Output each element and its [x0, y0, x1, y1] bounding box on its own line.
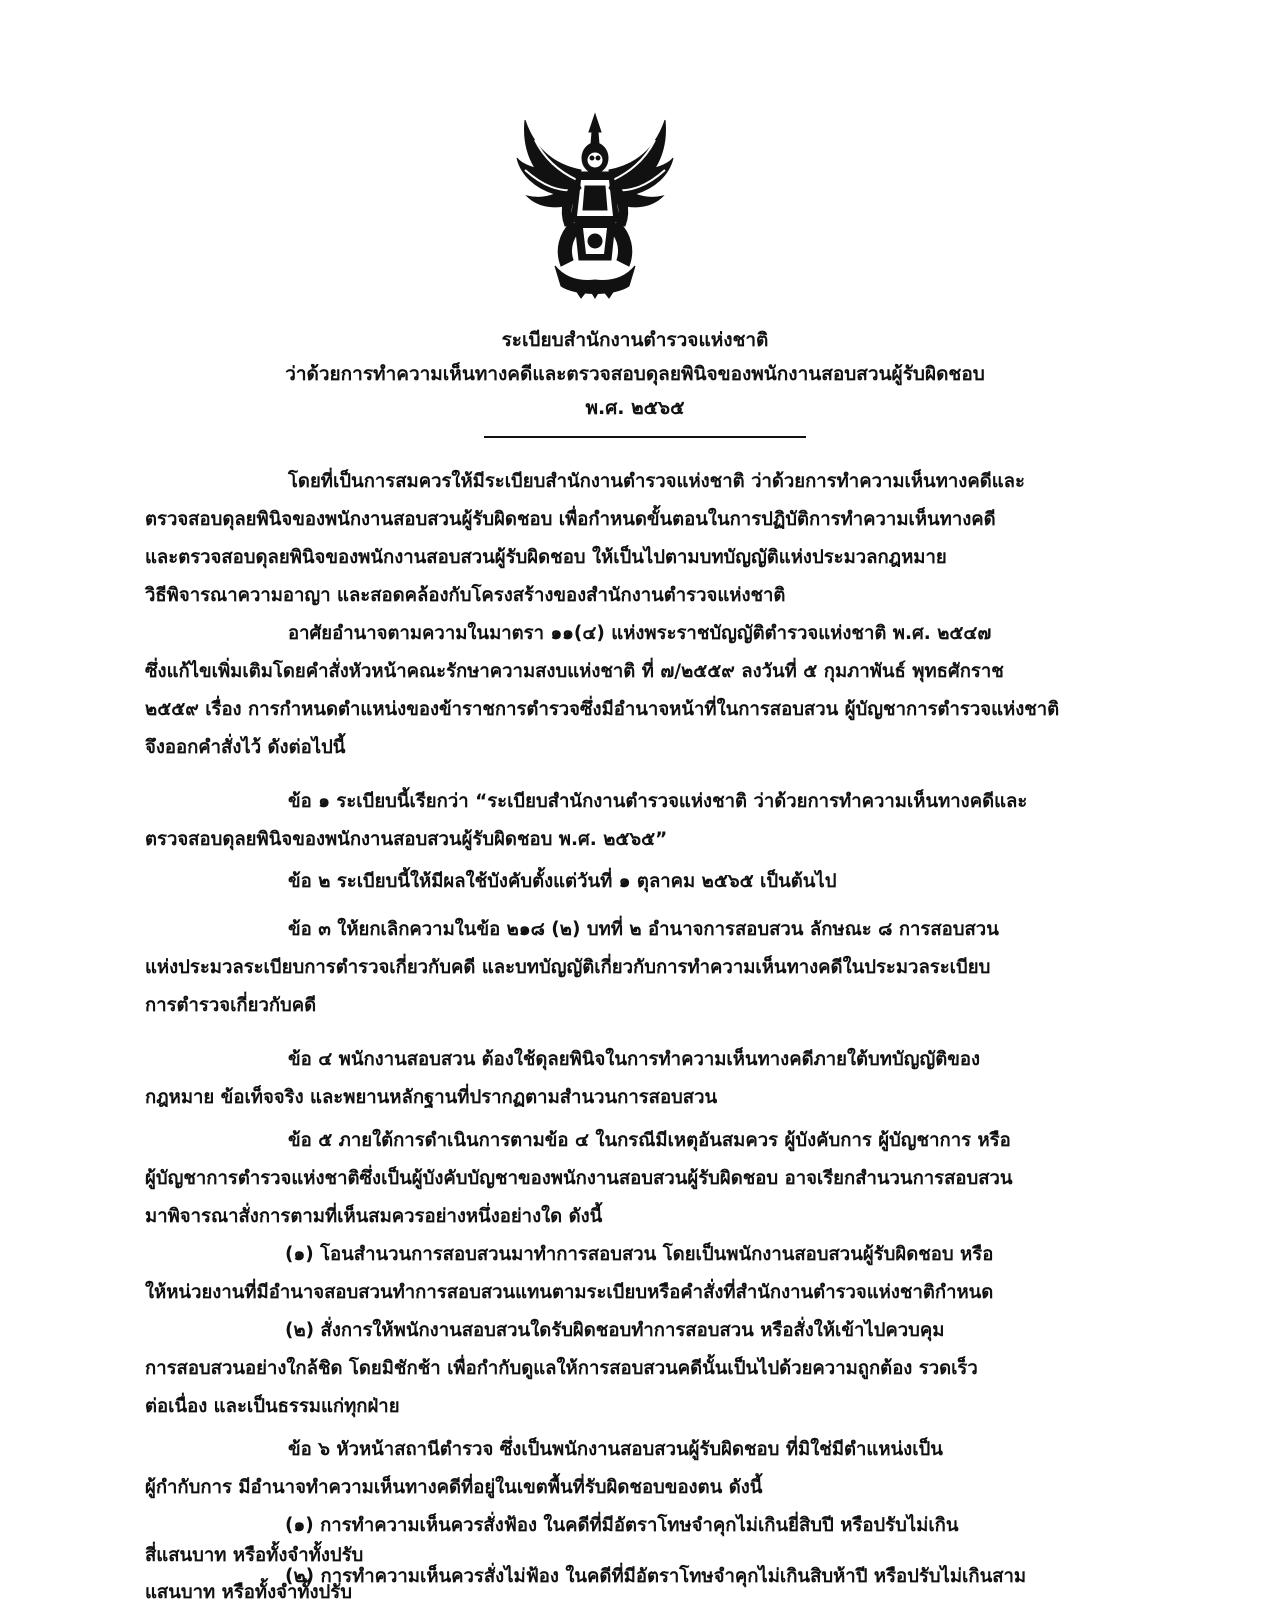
clause-5-item: ให้หน่วยงานที่มีอำนาจสอบสวนทำการสอบสวนแทนตามระเบียบหรือคำสั่งที่สำนักงานตำรวจแห่งชาติกำหนด: [145, 1282, 994, 1303]
preamble-line: ๒๕๕๙ เรื่อง การกำหนดตำแหน่งของข้าราชการตำรวจซึ่งมีอำนาจหน้าที่ในการสอบสวน ผู้บัญชาการตำรวจแห่งชาติ: [145, 699, 1060, 720]
clause-5-item: (๒) สั่งการให้พนักงานสอบสวนใดรับผิดชอบทำการสอบสวน หรือสั่งให้เข้าไปควบคุม: [285, 1320, 945, 1341]
clause-5-line: ผู้บัญชาการตำรวจแห่งชาติซึ่งเป็นผู้บังคับบัญชาของพนักงานสอบสวนผู้รับผิดชอบ อาจเรียกสำนวนการสอบสวน: [145, 1168, 1013, 1189]
preamble-line: โดยที่เป็นการสมควรให้มีระเบียบสำนักงานตำรวจแห่งชาติ ว่าด้วยการทำความเห็นทางคดีและ: [288, 471, 1025, 492]
clause-4-line: ข้อ ๔ พนักงานสอบสวน ต้องใช้ดุลยพินิจในการทำความเห็นทางคดีภายใต้บทบัญญัติของ: [288, 1049, 981, 1070]
clause-5-item: (๑) โอนสำนวนการสอบสวนมาทำการสอบสวน โดยเป็นพนักงานสอบสวนผู้รับผิดชอบ หรือ: [285, 1244, 994, 1265]
clause-5-line: มาพิจารณาสั่งการตามที่เห็นสมควรอย่างหนึ่งอย่างใด ดังนี้: [145, 1206, 603, 1227]
clause-5-item: การสอบสวนอย่างใกล้ชิด โดยมิชักช้า เพื่อกำกับดูแลให้การสอบสวนคดีนั้นเป็นไปด้วยความถูกต้อง รวดเร็ว: [145, 1358, 978, 1379]
clause-6-item: (๒) การทำความเห็นควรสั่งไม่ฟ้อง ในคดีที่มีอัตราโทษจำคุกไม่เกินสิบห้าปี หรือปรับไม่เกินสาม: [285, 1566, 1027, 1587]
clause-3-line: การตำรวจเกี่ยวกับคดี: [145, 995, 317, 1016]
clause-6-item: สี่แสนบาท หรือทั้งจำทั้งปรับ: [145, 1545, 364, 1566]
preamble-line: วิธีพิจารณาความอาญา และสอดคล้องกับโครงสร้างของสำนักงานตำรวจแห่งชาติ: [145, 585, 786, 606]
document-title: ระเบียบสำนักงานตำรวจแห่งชาติ: [501, 329, 769, 351]
clause-1-line: ตรวจสอบดุลยพินิจของพนักงานสอบสวนผู้รับผิดชอบ พ.ศ. ๒๕๖๕”: [145, 829, 668, 850]
preamble-line: จึงออกคำสั่งไว้ ดังต่อไปนี้: [145, 737, 346, 758]
clause-6-line: ผู้กำกับการ มีอำนาจทำความเห็นทางคดีที่อยู่ในเขตพื้นที่รับผิดชอบของตน ดังนี้: [145, 1477, 763, 1498]
clause-3-line: แห่งประมวลระเบียบการตำรวจเกี่ยวกับคดี และบทบัญญัติเกี่ยวกับการทำความเห็นทางคดีในประมวลระเบียบ: [145, 957, 991, 978]
clause-4-line: กฎหมาย ข้อเท็จจริง และพยานหลักฐานที่ปรากฏตามสำนวนการสอบสวน: [145, 1087, 718, 1108]
clause-1-line: ข้อ ๑ ระเบียบนี้เรียกว่า “ระเบียบสำนักงานตำรวจแห่งชาติ ว่าด้วยการทำความเห็นทางคดีและ: [288, 791, 1028, 812]
preamble-line: และตรวจสอบดุลยพินิจของพนักงานสอบสวนผู้รับผิดชอบ ให้เป็นไปตามบทบัญญัติแห่งประมวลกฎหมาย: [145, 547, 947, 568]
clause-2-line: ข้อ ๒ ระเบียบนี้ให้มีผลใช้บังคับตั้งแต่วันที่ ๑ ตุลาคม ๒๕๖๕ เป็นต้นไป: [288, 871, 837, 892]
clause-6-item: แสนบาท หรือทั้งจำทั้งปรับ: [145, 1582, 352, 1603]
document-subtitle: ว่าด้วยการทำความเห็นทางคดีและตรวจสอบดุลยพินิจของพนักงานสอบสวนผู้รับผิดชอบ: [285, 363, 985, 385]
garuda-emblem-icon: [515, 110, 675, 300]
clause-3-line: ข้อ ๓ ให้ยกเลิกความในข้อ ๒๑๘ (๒) บทที่ ๒ อำนาจการสอบสวน ลักษณะ ๘ การสอบสวน: [288, 919, 999, 940]
preamble-line: ตรวจสอบดุลยพินิจของพนักงานสอบสวนผู้รับผิดชอบ เพื่อกำหนดขั้นตอนในการปฏิบัติการทำความเห็นทางคดี: [145, 509, 996, 530]
clause-5-item: ต่อเนื่อง และเป็นธรรมแก่ทุกฝ่าย: [145, 1396, 400, 1417]
clause-6-line: ข้อ ๖ หัวหน้าสถานีตำรวจ ซึ่งเป็นพนักงานสอบสวนผู้รับผิดชอบ ที่มิใช่มีตำแหน่งเป็น: [288, 1439, 943, 1460]
preamble-line: ซึ่งแก้ไขเพิ่มเติมโดยคำสั่งหัวหน้าคณะรักษาความสงบแห่งชาติ ที่ ๗/๒๕๕๙ ลงวันที่ ๕ กุมภาพันธ์ พุทธศักราช: [145, 661, 1004, 682]
title-divider: [484, 436, 806, 438]
document-year: พ.ศ. ๒๕๖๕: [585, 397, 685, 419]
preamble-line: อาศัยอำนาจตามความในมาตรา ๑๑(๔) แห่งพระราชบัญญัติตำรวจแห่งชาติ พ.ศ. ๒๕๔๗: [288, 623, 992, 644]
clause-6-item: (๑) การทำความเห็นควรสั่งฟ้อง ในคดีที่มีอัตราโทษจำคุกไม่เกินยี่สิบปี หรือปรับไม่เกิน: [285, 1515, 959, 1536]
clause-5-line: ข้อ ๕ ภายใต้การดำเนินการตามข้อ ๔ ในกรณีมีเหตุอันสมควร ผู้บังคับการ ผู้บัญชาการ หรือ: [288, 1130, 1011, 1151]
